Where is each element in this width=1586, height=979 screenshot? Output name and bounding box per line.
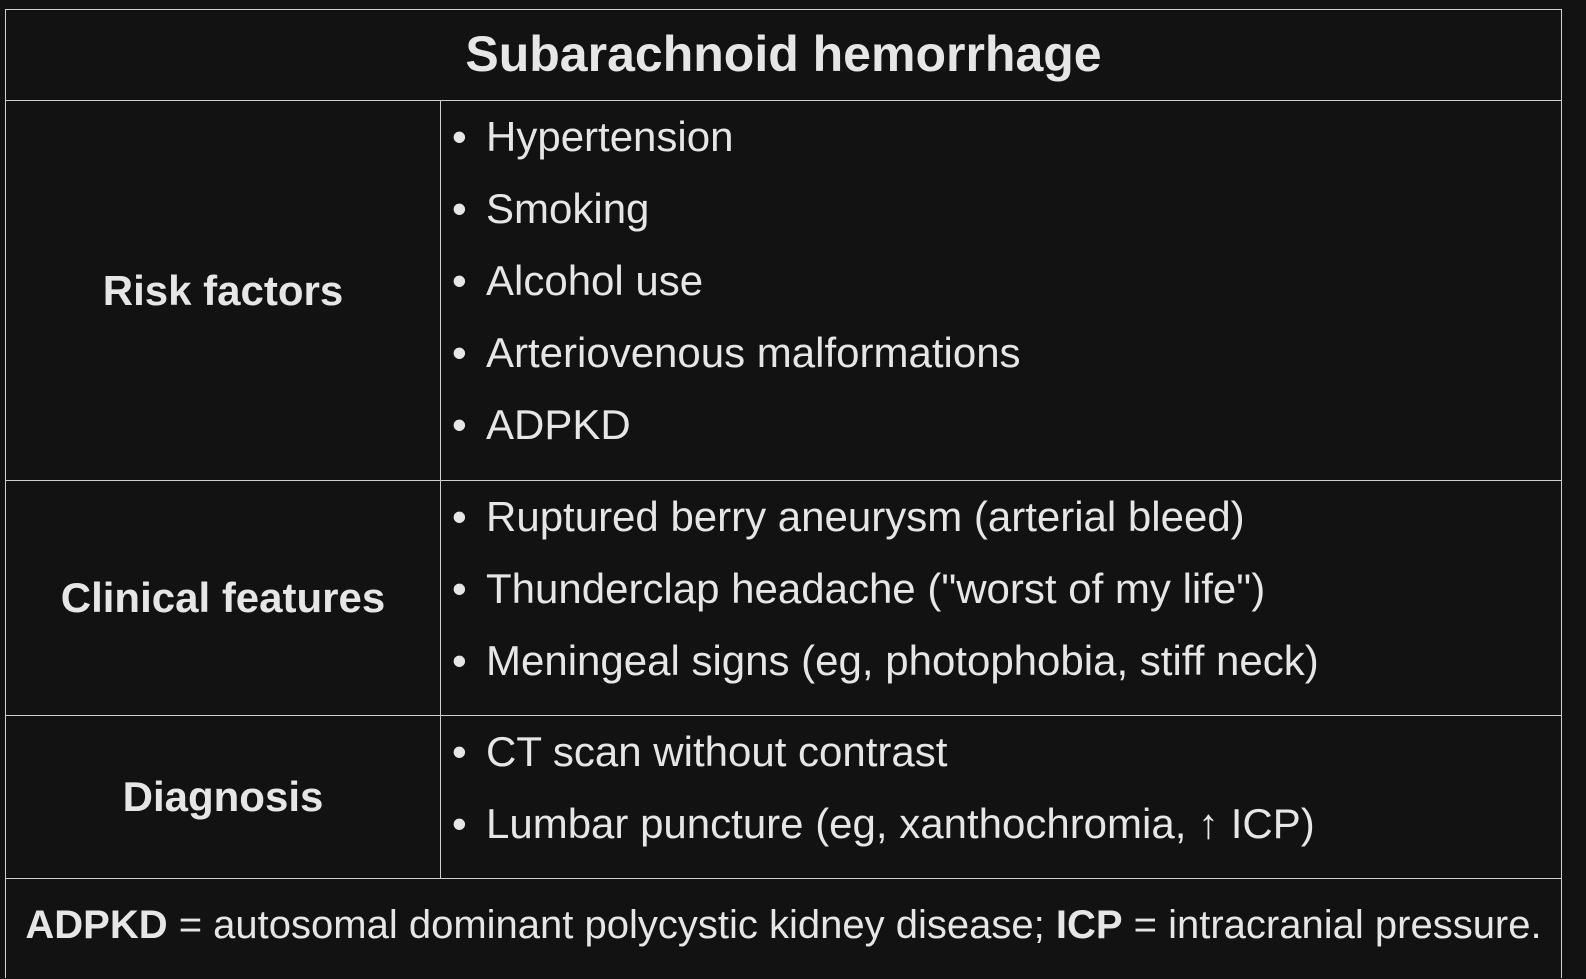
footnote-abbr-icp: ICP bbox=[1055, 903, 1123, 947]
list-item: • ADPKD bbox=[441, 389, 1561, 461]
list-item: • Ruptured berry aneurysm (arterial bleed) bbox=[441, 481, 1561, 553]
bullet-list bbox=[441, 716, 1561, 878]
bullet-icon: • bbox=[452, 728, 467, 775]
list-item: • Lumbar puncture (eg, xanthochromia, ↑ ICP) bbox=[441, 788, 1561, 860]
footnote-def-icp: = intracranial pressure. bbox=[1122, 903, 1542, 947]
list-item: • Meningeal signs (eg, photophobia, stiff neck) bbox=[441, 625, 1561, 697]
footnote-def-adpkd: = autosomal dominant polycystic kidney disease; bbox=[167, 903, 1056, 947]
bullet-list bbox=[441, 481, 1561, 715]
table-title-row bbox=[6, 10, 1561, 101]
row-label: Diagnosis bbox=[6, 716, 441, 878]
sah-summary-table bbox=[5, 9, 1562, 978]
bullet-icon: • bbox=[452, 565, 467, 612]
row-label: Clinical features bbox=[6, 481, 441, 715]
list-item: • Thunderclap headache ("worst of my life") bbox=[441, 553, 1561, 625]
bullet-list bbox=[441, 101, 1561, 480]
bullet-icon: • bbox=[452, 113, 467, 160]
bullet-icon: • bbox=[452, 185, 467, 232]
row-diagnosis bbox=[6, 716, 1561, 879]
list-item: • CT scan without contrast bbox=[441, 716, 1561, 788]
table-title: Subarachnoid hemorrhage bbox=[465, 26, 1102, 82]
list-item: • Smoking bbox=[441, 173, 1561, 245]
list-item: • Alcohol use bbox=[441, 245, 1561, 317]
list-item: • Arteriovenous malformations bbox=[441, 317, 1561, 389]
bullet-icon: • bbox=[452, 257, 467, 304]
abbreviation-footnote bbox=[6, 879, 1561, 979]
bullet-icon: • bbox=[452, 329, 467, 376]
row-clinical-features bbox=[6, 481, 1561, 716]
list-item: • Hypertension bbox=[441, 101, 1561, 173]
bullet-icon: • bbox=[452, 637, 467, 684]
row-risk-factors bbox=[6, 101, 1561, 481]
bullet-icon: • bbox=[452, 493, 467, 540]
bullet-icon: • bbox=[452, 401, 467, 448]
row-label: Risk factors bbox=[6, 101, 441, 480]
footnote-abbr-adpkd: ADPKD bbox=[25, 903, 168, 947]
bullet-icon: • bbox=[452, 800, 467, 847]
